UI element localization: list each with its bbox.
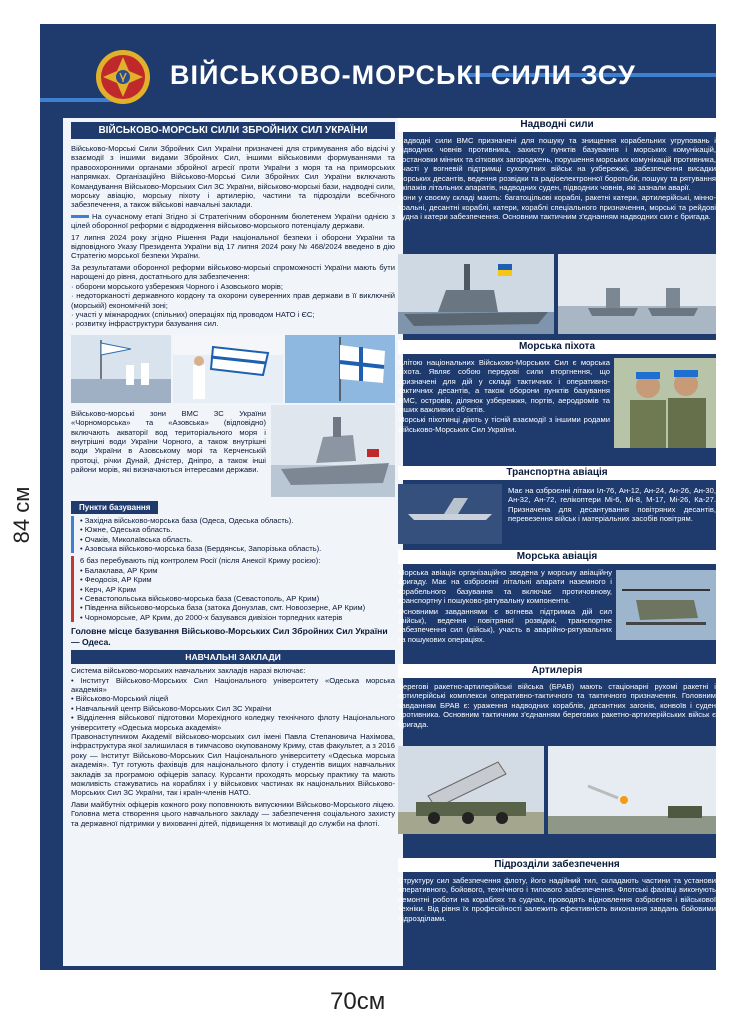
poster-header — [40, 24, 716, 114]
surface-forces-p2: Вони у своєму складі мають: багатоцільові кораблі, ракетні катери, артилерійські, мінно-тральні, десантні кораблі, катери, кораблі спеціального призначення, морські та рейдові судна і катери забезпечення. Основним тактичним з'єднанням надводних сил є бригада. — [398, 193, 716, 222]
result-item: · недоторканості державного кордону та охорони суверенних прав держави в її виключній (морській) економічній зоні; — [71, 291, 395, 310]
surface-forces-text — [398, 136, 716, 223]
occupied-lead: 6 баз перебувають під контролем Росії (після Анексії Криму росією): — [80, 556, 321, 566]
navy-emblem-icon — [95, 49, 151, 105]
width-label: 70см — [330, 988, 386, 1015]
strategy-text: На сучасному етапі Згідно зі Стратегічним оборонним бюлетенем України однією з цілей оборонної реформи є відродження військово-морського потенціалу держави. — [71, 211, 395, 231]
occupied-item: • Балаклава, АР Крим — [80, 566, 395, 575]
intro-paragraph: Військово-Морські Сили Збройних Сил України призначені для стримування або відсічі у взаємодії з іншими видами Збройних Сил, іншими військовими формуваннями та правоохоронними органами збройної агресії проти України з моря та на приморських напрямках. Організаційно Військово-Морські Сили Збройних Сил України включають Командування Військово-Морських Сил ЗС України, військово-морські бази, надводні сили, морську авіацію, морську піхоту і артилерію, частини та підрозділи всебічного забезпечення, а також військові навчальні заклади. — [71, 144, 395, 210]
artillery-title: Артилерія — [398, 664, 716, 678]
main-home-base: Головне місце базування Військово-Морських Сил Збройних Сил України — Одеса. — [71, 626, 388, 648]
intro-text — [71, 144, 395, 329]
bases-list — [71, 516, 395, 554]
transport-plane-photo — [398, 484, 502, 544]
result-item: · оборони морського узбережжя Чорного і Азовського морів; — [71, 281, 283, 291]
left-column-title: ВІЙСЬКОВО-МОРСЬКІ СИЛИ ЗБРОЙНИХ СИЛ УКРАЇНИ — [71, 122, 395, 139]
strategy-paragraph — [71, 212, 395, 231]
naval-aviation-text — [398, 568, 612, 645]
surface-forces-title: Надводні сили — [398, 118, 716, 132]
support-units-text: Структуру сил забезпечення флоту, його надійний тил, складають частини та установи оперативного, бойового, технічного і тилового забезпечення. Флотські фахівці виконують ремонтні роботи на кораблях та суднах, проводять відновлення озброєння і військової техніки. Від рівня їх професійності залежить ефективність виконання завдань бойовими підрозділами. — [398, 876, 716, 923]
zones-block — [71, 405, 395, 497]
base-item: • Азовська військово-морська база (Бердянськ, Запорізька область). — [80, 544, 395, 553]
base-item: • Южне, Одеська область. — [80, 525, 395, 534]
naval-aviation-p1: Морська авіація організаційно зведена у морську авіаційну бригаду. Має на озброєнні літальні апарати наземного і корабельного базування та включає протичовнову, транспортну і пошуково-рятувальну компоненти. — [398, 568, 612, 606]
height-dimension — [2, 455, 42, 575]
transport-aviation-text: Має на озброєнні літаки Іл-76, Ан-12, Ан-24, Ан-26, Ан-30, Ан-32, Ан-72, гелікоптери Мі-6, Мі-8, М-17, Мі-26, Ка-27. Призначена для десантування повітряних десантів, перевезення військ і матеріальних засобів повітрям. — [508, 486, 716, 524]
result-item: · участі у міжнародних (спільних) операціях під проводом НАТО і ЄС; — [71, 309, 315, 319]
marines-photo — [614, 358, 716, 448]
left-column — [63, 118, 403, 966]
missile-launcher-photo — [398, 746, 544, 834]
marines-title: Морська піхота — [398, 340, 716, 354]
strategy-marker — [71, 215, 89, 218]
flag-parade-photo — [173, 335, 283, 403]
artillery-text: Берегові ракетно-артилерійські війська (БРАВ) мають стаціонарні рухомі ракетні і артилерійські комплекси оперативно-тактичного та тактичного призначення. Головним завданням БРАВ є: ураження надводних кораблів, десантних загонів, конвоїв і суден противника. Основним тактичним з'єднанням берегових ракетно-артилерійських військ є бригада. — [398, 682, 716, 729]
corvette-photo — [271, 405, 395, 497]
helicopter-photo — [616, 570, 716, 640]
poster — [40, 24, 716, 970]
occupied-item: • Південна військово-морська база (затока Донузлав, смт. Новоозерне, АР Крим) — [80, 603, 395, 612]
support-units-title: Підрозділи забезпечення — [398, 858, 716, 872]
base-item: • Очаків, Миколаївська область. — [80, 535, 395, 544]
height-label: 84 см — [9, 486, 34, 544]
education-lead: Система військово-морських навчальних закладів наразі включає: — [71, 666, 306, 676]
sailors-photo — [71, 335, 171, 403]
marines-p2: Морські піхотинці діють у тісній взаємодії з іншими родами Військово-Морських Сил України. — [398, 415, 610, 434]
occupied-item: • Керч, АР Крим — [80, 585, 395, 594]
photo-row — [71, 335, 395, 403]
education-item: • Навчальний центр Військово-Морських Сил ЗС України — [71, 703, 272, 713]
frigate-photo — [398, 254, 554, 334]
education-future: Лави майбутніх офіцерів кожного року поповнюють випускники Військово-Морського ліцею. Головна мета створення цього навчального закладу — забезпечення соціального захисту та державної підтримки у вихованні дітей, підвищення їх мотивації до служби на флоті. — [71, 799, 395, 828]
zones-text: Військово-морські зони ВМС ЗС України «Чорноморська» та «Азовська» (відповідно) включають акваторії вод територіального моря і внутрішні води України Чорного, а також внутрішні води України в Азовському морі та Керченській протоці, річки Дунай, Дністер, Дніпро, а також інші райони морів, які визначаються інтересами держави. — [71, 408, 266, 475]
patrol-boats-photo — [558, 254, 716, 334]
education-text — [71, 666, 395, 828]
results-lead: За результатами оборонної реформи військово-морські спроможності України мають бути нарощені до рівня, достатнього для забезпечення: — [71, 262, 395, 282]
decree-paragraph: 17 липня 2024 року згідно Рішення Ради національної безпеки і оборони України та відповідного Указу Президента України від 17 липня 2024 року № 468/2024 введено в дію Стратегію морської безпеки України. — [71, 232, 395, 261]
education-item: • Військово-Морський ліцей — [71, 694, 169, 704]
education-item: • Інститут Військово-Морських Сил Національного університету «Одеська морська академія» — [71, 675, 395, 694]
bases-title: Пункти базування — [71, 501, 158, 514]
education-title: НАВЧАЛЬНІ ЗАКЛАДИ — [71, 650, 395, 664]
occupied-item: • Чорноморське, АР Крим, до 2000-х базувався дивізіон торпедних катерів — [80, 613, 395, 622]
marines-text — [398, 358, 610, 435]
education-history: Правонаступником Академії військово-морських сил імені Павла Степановича Нахімова, інфраструктура якої залишилася в тимчасово окупованому Криму, став факультет, а з 2016 року — Інститут Військово-Морських Сил Національного університету «Одеська морська академія». Тут готують фахівців для національного флоту і студентів вищих навчальних закладів за програмою офіцерів запасу. Курсанти проходять морську практику та мають можливість стажуватись на кораблях і у військових частинах як національних Військово-Морських Сил ЗС України, так і країн-членів НАТО. — [71, 732, 395, 798]
occupied-item: • Феодосія, АР Крим — [80, 575, 395, 584]
result-item: · розвитку інфраструктури базування сил. — [71, 319, 219, 329]
education-item: • Відділення військової підготовки Морехідного коледжу технічного флоту Національного університету «Одеська морська академія» — [71, 713, 395, 732]
occupied-list — [80, 566, 395, 622]
surface-forces-p1: Надводні сили ВМС призначені для пошуку та знищення корабельних угруповань і підводних човнів противника, захисту пунктів базування і морських комунікацій, постановки мінних та сіткових загороджень, порушення морських комунікацій противника, участі у вогневій підтримці сухопутних військ на узбережжі, забезпечення висадки морських десантів, ведення розвідки та радіоелектронної боротьби, пошуку та рятування екіпажів літальних апаратів, надводних суден, підводних човнів, які зазнали аварії. — [398, 136, 716, 193]
occupied-item: • Севастопольська військово-морська база (Севастополь, АР Крим) — [80, 594, 395, 603]
naval-aviation-p2: Основними завданнями є вогнева підтримка дій сил (військ), ведення повітряної розвідки, транспортне забезпечення сил (військ), участь в аварійно-рятувальних та пошукових операціях. — [398, 606, 612, 644]
naval-aviation-title: Морська авіація — [398, 550, 716, 564]
transport-aviation-title: Транспортна авіація — [398, 466, 716, 480]
naval-flag-photo — [285, 335, 395, 403]
missile-launch-photo — [548, 746, 716, 834]
occupied-bases — [71, 556, 395, 622]
base-item: • Західна військово-морська база (Одеса, Одеська область). — [80, 516, 395, 525]
marines-p1: Елітою національних Військово-Морських Сил є морська піхота. Являє собою передові сили вторгнення, що призначені для дій у складі тактичних і оперативно-тактичних десантів, а також оборони пунктів базування ВМС, островів, ділянок узбережжя, портів, аеродромів та інших важливих об'єктів. — [398, 358, 610, 415]
poster-title: ВІЙСЬКОВО-МОРСЬКІ СИЛИ ЗСУ — [170, 60, 636, 90]
